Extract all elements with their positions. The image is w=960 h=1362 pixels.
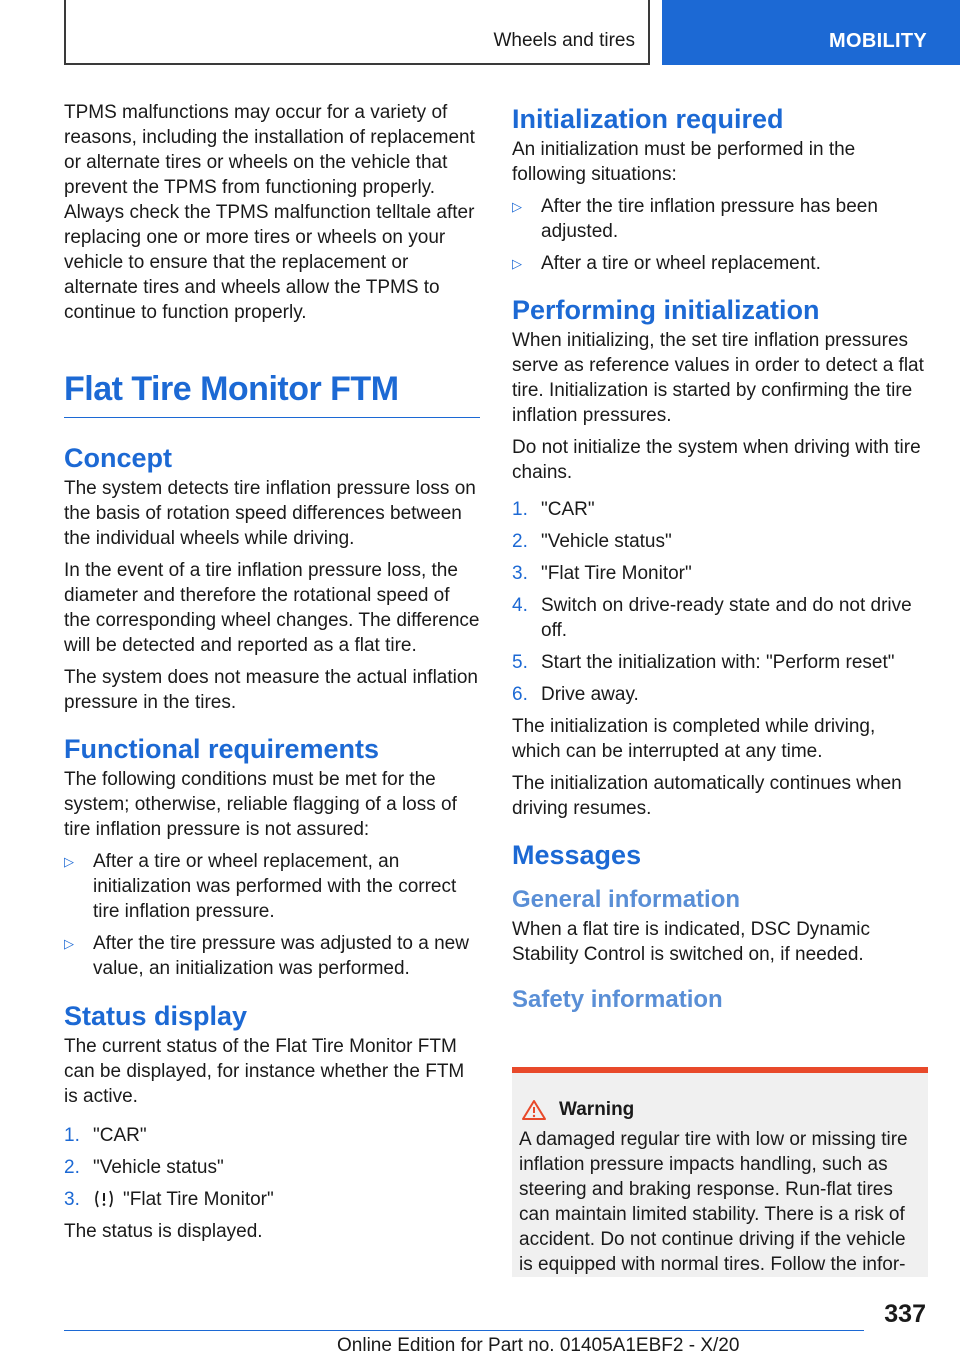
section-title: Wheels and tires: [493, 30, 635, 51]
chapter-tab-label: MOBILITY: [829, 30, 927, 52]
list-item: ▷ After a tire or wheel replacement, an initialization was performed with the correct tire inflation pressure.: [64, 851, 457, 922]
functional-requirements-heading: Functional requirements: [64, 734, 380, 764]
triangle-bullet-icon: ▷: [512, 199, 522, 214]
initialization-required-list: [512, 194, 926, 276]
concept-paragraph: The system detects tire inflation pressure loss on the basis of rotation speed differences between the individual wheels while driving.: [64, 478, 476, 549]
warning-box: [512, 1067, 928, 1277]
performing-initialization-heading: Performing initialization: [512, 295, 820, 325]
list-item: 3. "Flat Tire Monitor": [512, 563, 692, 584]
list-item: 1. "CAR": [64, 1125, 147, 1146]
tpms-intro-paragraph: TPMS malfunctions may occur for a variety of reasons, including the installation of replacement or alternate tires or wheels on the vehicle that prevent the TPMS from functioning properly. Always check the TPMS malfunction telltale after replacing one or more tires or wheels on your vehicle to ensure that the replacement or alternate tires and wheels allow the TPMS to continue to function properly.: [64, 102, 475, 323]
concept-heading: Concept: [64, 443, 172, 473]
footer-edition: Online Edition for Part no. 01405A1EBF2 - X/20: [337, 1335, 740, 1356]
performing-initialization-paragraph: The initialization is completed while driving, which can be interrupted at any time.: [512, 716, 876, 762]
list-item: ▷ After the tire inflation pressure has been adjusted.: [512, 196, 878, 242]
triangle-bullet-icon: ▷: [64, 854, 74, 869]
functional-requirements-intro: The following conditions must be met for the system; otherwise, reliable flagging of a loss of tire inflation pressure is not assured:: [64, 769, 457, 840]
list-item: 1. "CAR": [512, 499, 595, 520]
list-item: 2. "Vehicle status": [512, 531, 672, 552]
initialization-required-heading: Initialization required: [512, 104, 784, 134]
chapter-tab: [662, 0, 960, 65]
triangle-bullet-icon: ▷: [64, 936, 74, 951]
status-display-intro: The current status of the Flat Tire Monitor FTM can be displayed, for instance whether the FTM is active.: [64, 1036, 465, 1107]
chapter-title: Flat Tire Monitor FTM: [64, 369, 480, 418]
list-item: ▷ After a tire or wheel replacement.: [512, 253, 821, 274]
list-item: 2. "Vehicle status": [64, 1157, 224, 1178]
performing-initialization-paragraph: The initialization automatically continues when driving resumes.: [512, 773, 902, 819]
functional-requirements-list: [64, 849, 480, 981]
initialization-required-intro: An initialization must be performed in the following situations:: [512, 139, 856, 185]
concept-paragraph: The system does not measure the actual inflation pressure in the tires.: [64, 667, 479, 713]
safety-information-heading: Safety information: [512, 986, 723, 1013]
performing-initialization-paragraph: Do not initialize the system when driving with tire chains.: [512, 437, 921, 483]
warning-triangle-icon: [521, 1099, 547, 1121]
concept-paragraph: In the event of a tire inflation pressure loss, the diameter and therefore the rotational speed of the corresponding wheel changes. The difference will be detected and reported as a flat tire.: [64, 560, 480, 656]
status-display-outro: The status is displayed.: [64, 1221, 263, 1242]
list-item: 6. Drive away.: [512, 684, 639, 705]
performing-initialization-paragraph: When initializing, the set tire inflation pressures serve as reference values in order to detect a flat tire. Initialization is started by confirming the tire inflation pressures.: [512, 330, 924, 426]
list-item: ▷ After the tire pressure was adjusted to a new value, an initialization was performed.: [64, 933, 469, 979]
warning-text: A damaged regular tire with low or missing tire inflation pressure impacts handling, such as steering and braking response. Run-flat tires can maintain limited stability. There is a risk of accident. Do not continue driving if the vehicle is equipped with normal tires. Follow the infor-: [519, 1129, 908, 1275]
status-display-steps: [64, 1123, 480, 1212]
warning-title: Warning: [559, 1099, 635, 1120]
messages-heading: Messages: [512, 840, 642, 870]
tire-warning-icon: [93, 1189, 115, 1209]
page-number: 337: [884, 1300, 926, 1328]
footer-divider: [64, 1330, 864, 1331]
triangle-bullet-icon: ▷: [512, 256, 522, 271]
general-information-paragraph: When a flat tire is indicated, DSC Dynamic Stability Control is switched on, if needed.: [512, 919, 870, 965]
list-item: 3. "Flat Tire Monitor": [64, 1189, 274, 1210]
list-item: 4. Switch on drive-ready state and do not drive off.: [512, 595, 912, 641]
general-information-heading: General information: [512, 886, 741, 913]
left-column: [64, 100, 480, 1251]
list-item: 5. Start the initialization with: "Perform reset": [512, 652, 895, 673]
warning-title-row: [519, 1097, 921, 1122]
status-display-heading: Status display: [64, 1001, 248, 1031]
performing-initialization-steps: [512, 497, 926, 707]
right-column: [512, 100, 926, 1017]
